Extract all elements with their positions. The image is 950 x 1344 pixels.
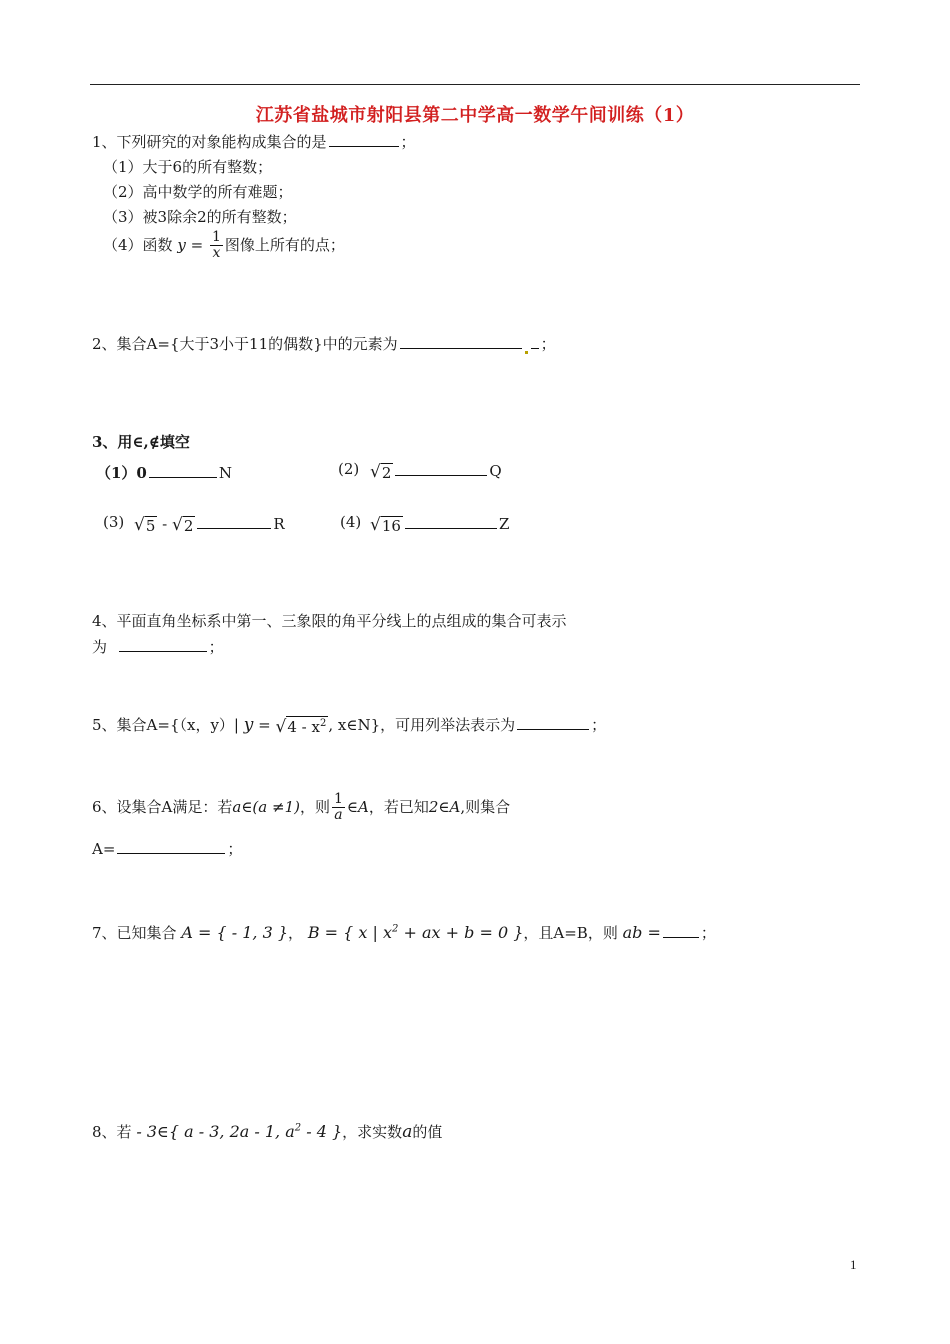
q5-eq: = xyxy=(258,716,271,734)
q3-p4-label: (4) xyxy=(340,513,362,531)
q3-p3-blank[interactable] xyxy=(197,527,271,529)
question-2 xyxy=(92,333,556,354)
q1-end: ； xyxy=(400,133,416,151)
q7-ab: ab = xyxy=(622,923,661,942)
q6-a-equals: A= xyxy=(92,840,116,858)
question-7 xyxy=(92,922,716,943)
q3-part-4 xyxy=(370,515,509,534)
q3-part-3 xyxy=(134,515,285,534)
q3-p3-sqrt2: √ 2 xyxy=(172,515,194,536)
q6-two-in-a: 2∈A xyxy=(428,797,461,816)
q5-sqrt: √ $4 - x^2$ xyxy=(275,716,327,737)
q1-answer-blank[interactable] xyxy=(329,145,399,147)
q7-mid: ，且A=B，则 xyxy=(523,924,618,942)
q1-option-2: （2）高中数学的所有难题； xyxy=(103,183,293,201)
q8-prefix: 8、若 xyxy=(92,1123,132,1141)
q3-p1-label: （1）0 xyxy=(96,464,147,482)
q8-suffix: ，求实数 xyxy=(342,1123,403,1141)
q3-p2-set: Q xyxy=(489,462,502,480)
q1-opt4-eq: = xyxy=(190,235,204,254)
q6-known: ，若已知 xyxy=(368,797,429,816)
q6-den: a xyxy=(334,807,343,824)
q1-option-4 xyxy=(103,230,345,262)
q7-set-a: A = { - 1, 3 } xyxy=(181,923,289,942)
q2-stem: 2、集合A={大于3小于11的偶数}中的元素为 xyxy=(92,335,398,353)
q3-p4-radicand: 16 xyxy=(381,516,401,535)
q3-p3-radicand-2: 2 xyxy=(183,516,194,535)
q3-p2-radicand: 2 xyxy=(381,463,392,482)
question-4: 4、平面直角坐标系中第一、三象限的角平分线上的点组成的集合可表示 xyxy=(92,612,567,630)
q7-set-b-post: + ax + b = 0 } xyxy=(398,923,524,942)
q6-in-a: ∈A xyxy=(346,797,369,816)
q5-radicand: 4 - x xyxy=(287,718,320,737)
q3-p1-blank[interactable] xyxy=(149,476,217,478)
q6-num: 1 xyxy=(333,791,343,807)
q7-set-b-exp: 2 xyxy=(392,923,399,935)
q3-p3-label: (3) xyxy=(103,513,125,531)
q2-answer-blank[interactable] xyxy=(400,347,522,349)
q5-close: } xyxy=(370,716,381,734)
header-rule xyxy=(90,84,860,85)
q3-p4-blank[interactable] xyxy=(405,527,497,529)
q5-prefix: 5、集合A={（x，y）| xyxy=(92,716,239,734)
q5-answer-blank[interactable] xyxy=(517,728,589,730)
q5-radicand-exp: 2 xyxy=(319,718,327,730)
q1-option-3: （3）被3除余2的所有整数； xyxy=(103,208,297,226)
q3-p3-minus: - xyxy=(162,515,168,533)
q3-p4-set: Z xyxy=(498,515,510,533)
q5-y: y xyxy=(243,715,254,735)
q7-comma: ， xyxy=(288,924,304,942)
q3-p2-sqrt: √ 2 xyxy=(370,462,392,483)
q4-end: ； xyxy=(208,638,224,656)
q4-prefix: 为 xyxy=(92,638,108,656)
q1-opt4-num: 1 xyxy=(211,229,221,245)
q1-stem: 1、下列研究的对象能构成集合的是 xyxy=(92,133,327,151)
q6-answer-blank[interactable] xyxy=(117,852,225,854)
question-6 xyxy=(92,792,510,824)
q2-blank-tail xyxy=(531,347,539,349)
q6-end: ； xyxy=(227,840,243,858)
q1-opt4-den: x xyxy=(212,245,221,262)
q6-then: ，则 xyxy=(299,797,330,816)
q8-expr-exp: 2 xyxy=(294,1122,302,1134)
q7-prefix: 7、已知集合 xyxy=(92,924,177,942)
q1-opt4-suffix: 图像上所有的点； xyxy=(224,235,345,254)
q7-answer-blank[interactable] xyxy=(663,936,699,938)
q6-condition: a∈(a ≠1) xyxy=(232,797,300,816)
q3-p3-sqrt1: √ 5 xyxy=(134,515,156,536)
question-5 xyxy=(92,714,606,736)
q1-opt4-fraction xyxy=(210,230,223,262)
q3-p4-sqrt: √ 16 xyxy=(370,515,401,536)
q8-tail: 的值 xyxy=(412,1123,443,1141)
q1-opt4-prefix: （4）函数 xyxy=(103,235,173,254)
q5-end: ； xyxy=(591,716,607,734)
question-1 xyxy=(92,131,416,152)
q6-line-2 xyxy=(92,838,242,859)
q3-part-1 xyxy=(96,462,232,483)
q6-fraction xyxy=(332,792,345,824)
q1-opt4-y: y xyxy=(177,235,186,254)
page-title: 江苏省盐城市射阳县第二中学高一数学午间训练（1） xyxy=(255,105,695,126)
q8-expr-post: - 4 } xyxy=(301,1122,343,1141)
q3-p1-set: N xyxy=(218,464,232,482)
q3-part-2 xyxy=(370,462,502,481)
question-3: 3、用∈,∉填空 xyxy=(92,433,190,451)
page-number: 1 xyxy=(850,1257,857,1272)
q4-line-2 xyxy=(92,636,224,657)
q3-p2-label: (2) xyxy=(338,460,360,478)
q2-end: ； xyxy=(540,335,556,353)
q3-p2-blank[interactable] xyxy=(395,474,487,476)
q5-tail: , x∈N xyxy=(328,716,371,734)
q5-suffix: ，可用列举法表示为 xyxy=(380,716,516,734)
q4-answer-blank[interactable] xyxy=(119,650,207,652)
q7-end: ； xyxy=(700,924,716,942)
q3-p3-set: R xyxy=(273,515,285,533)
q3-p3-radicand-1: 5 xyxy=(145,516,156,535)
q8-var: a xyxy=(402,1122,413,1142)
q8-expr-pre: - 3∈{ a - 3, 2a - 1, a xyxy=(136,1122,295,1141)
q1-option-1: （1）大于6的所有整数； xyxy=(103,158,273,176)
q7-set-b-pre: B = { x | x xyxy=(307,923,393,942)
q6-prefix: 6、设集合A满足：若 xyxy=(92,797,233,816)
mark-dot xyxy=(525,351,528,354)
question-8 xyxy=(92,1121,442,1142)
q6-suffix: ,则集合 xyxy=(460,797,511,816)
